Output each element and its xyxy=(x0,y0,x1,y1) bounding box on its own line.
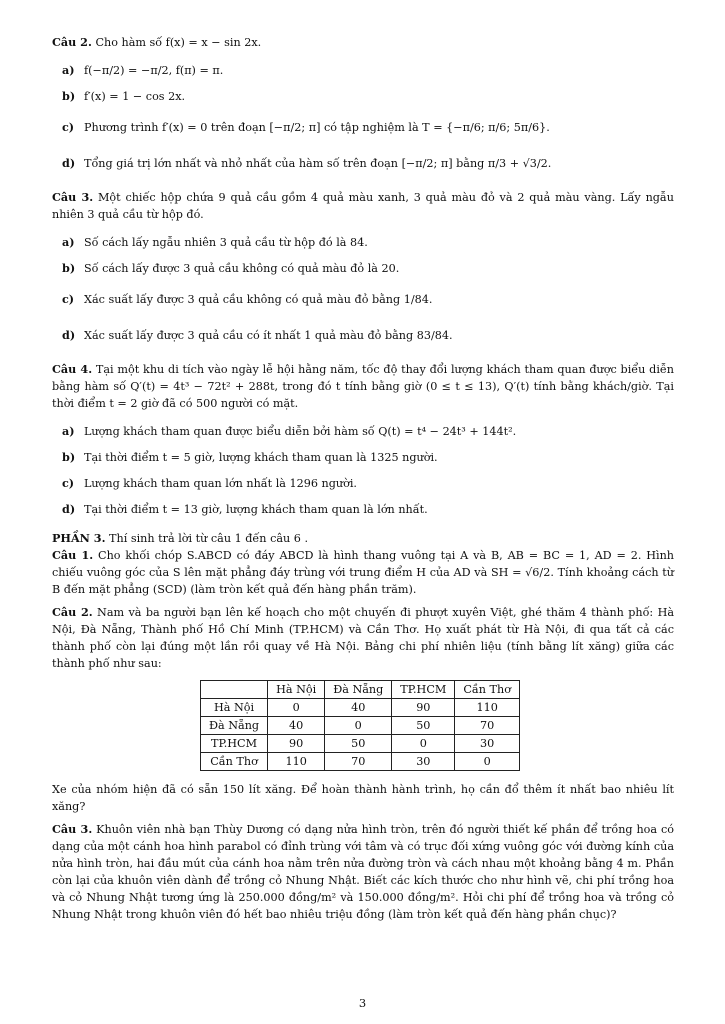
question-head: Câu 2. xyxy=(52,605,93,619)
question-head: Câu 1. xyxy=(52,548,94,562)
question-text: Cho khối chóp S.ABCD có đáy ABCD là hình thang vuông tại A và B, AB = BC = 1, AD = 2. Hình chiếu vuông góc của S lên mặt phẳng đáy trùng với trung điểm H của AD và SH = √6/2. Tính khoảng cách từ B đến mặt phẳng (SCD) (làm tròn kết quả đến hàng phần trăm). xyxy=(52,549,674,596)
option-4b: b) Tại thời điểm t = 5 giờ, lượng khách tham quan là 1325 người. xyxy=(62,449,438,464)
table-cell: Cần Thơ xyxy=(455,681,520,699)
table-cell: 30 xyxy=(392,753,455,771)
table-cell xyxy=(201,681,268,699)
question-head: Câu 2. xyxy=(52,35,92,49)
table-cell: Cần Thơ xyxy=(201,753,268,771)
part-3-heading xyxy=(52,530,674,547)
table-cell: 50 xyxy=(392,717,455,735)
question-text: Cho hàm số f(x) = x − sin 2x. xyxy=(95,36,262,49)
table-row xyxy=(201,753,520,771)
option-text: Xác suất lấy được 3 quả cầu không có quả màu đỏ bằng 1/84. xyxy=(84,292,433,306)
question-4 xyxy=(52,361,674,412)
fuel-cost-table xyxy=(200,680,520,771)
option-text: Số cách lấy được 3 quả cầu không có quả màu đỏ là 20. xyxy=(84,261,400,275)
table-row xyxy=(201,735,520,753)
table-header-row xyxy=(201,681,520,699)
option-3c: c) Xác suất lấy được 3 quả cầu không có quả màu đỏ bằng 1/84. xyxy=(62,291,433,306)
table-cell: 0 xyxy=(392,735,455,753)
part-instruction: Thí sinh trả lời từ câu 1 đến câu 6 . xyxy=(109,532,308,545)
table-cell: Đà Nẵng xyxy=(325,681,392,699)
table-cell: Hà Nội xyxy=(201,699,268,717)
table-cell: Hà Nội xyxy=(268,681,325,699)
part3-question-1 xyxy=(52,547,674,598)
table-cell: 70 xyxy=(325,753,392,771)
option-2a: a) f(−π/2) = −π/2, f(π) = π. xyxy=(62,62,224,77)
table-row xyxy=(201,717,520,735)
question-text: Nam và ba người bạn lên kế hoạch cho một chuyến đi phượt xuyên Việt, ghé thăm 4 thành phố: Hà Nội, Đà Nẵng, Thành phố Hồ Chí Minh (TP.HCM) và Cần Thơ. Họ xuất phát từ Hà Nội, đi qua tất cả các thành phố còn lại đúng một lần rồi quay về Hà Nội. Bảng chi phí nhiên liệu (tính bằng lít xăng) giữa các thành phố như sau: xyxy=(52,606,674,670)
page-number: 3 xyxy=(358,996,367,1010)
table-cell: 40 xyxy=(268,717,325,735)
option-text: Phương trình f′(x) = 0 trên đoạn [−π/2; π] có tập nghiệm là T = {−π/6; π/6; 5π/6}. xyxy=(84,120,550,134)
table-cell: 50 xyxy=(325,735,392,753)
question-text: Một chiếc hộp chứa 9 quả cầu gồm 4 quả màu xanh, 3 quả màu đỏ và 2 quả màu vàng. Lấy ngẫu nhiên 3 quả cầu từ hộp đó. xyxy=(52,191,674,221)
page-content xyxy=(52,34,674,929)
question-2 xyxy=(52,34,674,51)
table-cell: 0 xyxy=(325,717,392,735)
table-cell: 40 xyxy=(325,699,392,717)
option-text: Số cách lấy ngẫu nhiên 3 quả cầu từ hộp đó là 84. xyxy=(84,235,368,249)
table-row xyxy=(201,699,520,717)
part-head: PHẦN 3. xyxy=(52,531,106,545)
table-cell: Đà Nẵng xyxy=(201,717,268,735)
option-text: Lượng khách tham quan được biểu diễn bởi hàm số Q(t) = t⁴ − 24t³ + 144t². xyxy=(84,424,517,438)
table-cell: 110 xyxy=(455,699,520,717)
option-3d: d) Xác suất lấy được 3 quả cầu có ít nhất 1 quả màu đỏ bằng 83/84. xyxy=(62,327,453,342)
option-text: f′(x) = 1 − cos 2x. xyxy=(84,89,186,103)
option-text: Lượng khách tham quan lớn nhất là 1296 người. xyxy=(84,476,357,490)
option-text: Tại thời điểm t = 5 giờ, lượng khách tham quan là 1325 người. xyxy=(84,450,438,464)
option-text: f(−π/2) = −π/2, f(π) = π. xyxy=(84,63,224,77)
table-cell: 30 xyxy=(455,735,520,753)
question-head: Câu 3. xyxy=(52,822,93,836)
question-3 xyxy=(52,189,674,223)
option-2c: c) Phương trình f′(x) = 0 trên đoạn [−π/2; π] có tập nghiệm là T = {−π/6; π/6; 5π/6}. xyxy=(62,119,550,134)
option-4c: c) Lượng khách tham quan lớn nhất là 1296 người. xyxy=(62,475,357,490)
part3-question-2-followup: Xe của nhóm hiện đã có sẵn 150 lít xăng. Để hoàn thành hành trình, họ cần đổ thêm ít nhất bao nhiêu lít xăng? xyxy=(52,783,674,813)
option-3b: b) Số cách lấy được 3 quả cầu không có quả màu đỏ là 20. xyxy=(62,260,400,275)
table-cell: 90 xyxy=(392,699,455,717)
table-cell: 0 xyxy=(455,753,520,771)
part3-question-3 xyxy=(52,821,674,923)
table-cell: 90 xyxy=(268,735,325,753)
question-head: Câu 3. xyxy=(52,190,94,204)
table-cell: 0 xyxy=(268,699,325,717)
option-2b: b) f′(x) = 1 − cos 2x. xyxy=(62,88,186,103)
question-head: Câu 4. xyxy=(52,362,93,376)
question-text: Tại một khu di tích vào ngày lễ hội hằng năm, tốc độ thay đổi lượng khách tham quan được biểu diễn bằng hàm số Q′(t) = 4t³ − 72t² + 288t, trong đó t tính bằng giờ (0 ≤ t ≤ 13), Q′(t) tính bằng khách/giờ. Tại thời điểm t = 2 giờ đã có 500 người có mặt. xyxy=(52,363,674,410)
table-cell: 70 xyxy=(455,717,520,735)
option-4d: d) Tại thời điểm t = 13 giờ, lượng khách tham quan là lớn nhất. xyxy=(62,501,428,516)
option-text: Tại thời điểm t = 13 giờ, lượng khách tham quan là lớn nhất. xyxy=(84,502,428,516)
option-3a: a) Số cách lấy ngẫu nhiên 3 quả cầu từ hộp đó là 84. xyxy=(62,234,368,249)
table-cell: TP.HCM xyxy=(201,735,268,753)
part3-question-2 xyxy=(52,604,674,672)
option-text: Tổng giá trị lớn nhất và nhỏ nhất của hàm số trên đoạn [−π/2; π] bằng π/3 + √3/2. xyxy=(84,156,552,170)
table-cell: TP.HCM xyxy=(392,681,455,699)
question-text: Khuôn viên nhà bạn Thùy Dương có dạng nửa hình tròn, trên đó người thiết kế phần để trồng hoa có dạng của một cánh hoa hình parabol có đỉnh trùng với tâm và có trục đối xứng vuông góc với đường kính của nửa hình tròn, hai đầu mút của cánh hoa nằm trên nửa đường tròn và cách nhau một khoảng bằng 4 m. Phần còn lại của khuôn viên dành để trồng cỏ Nhung Nhật. Biết các kích thước cho như hình vẽ, chi phí trồng hoa và cỏ Nhung Nhật tương ứng là 250.000 đồng/m² và 150.000 đồng/m². Hỏi chi phí để trồng hoa và trồng cỏ Nhung Nhật trong khuôn viên đó hết bao nhiêu triệu đồng (làm tròn kết quả đến hàng phần chục)? xyxy=(52,823,674,921)
option-text: Xác suất lấy được 3 quả cầu có ít nhất 1 quả màu đỏ bằng 83/84. xyxy=(84,328,453,342)
table-cell: 110 xyxy=(268,753,325,771)
option-4a: a) Lượng khách tham quan được biểu diễn bởi hàm số Q(t) = t⁴ − 24t³ + 144t². xyxy=(62,423,517,438)
option-2d: d) Tổng giá trị lớn nhất và nhỏ nhất của hàm số trên đoạn [−π/2; π] bằng π/3 + √3/2. xyxy=(62,155,552,170)
